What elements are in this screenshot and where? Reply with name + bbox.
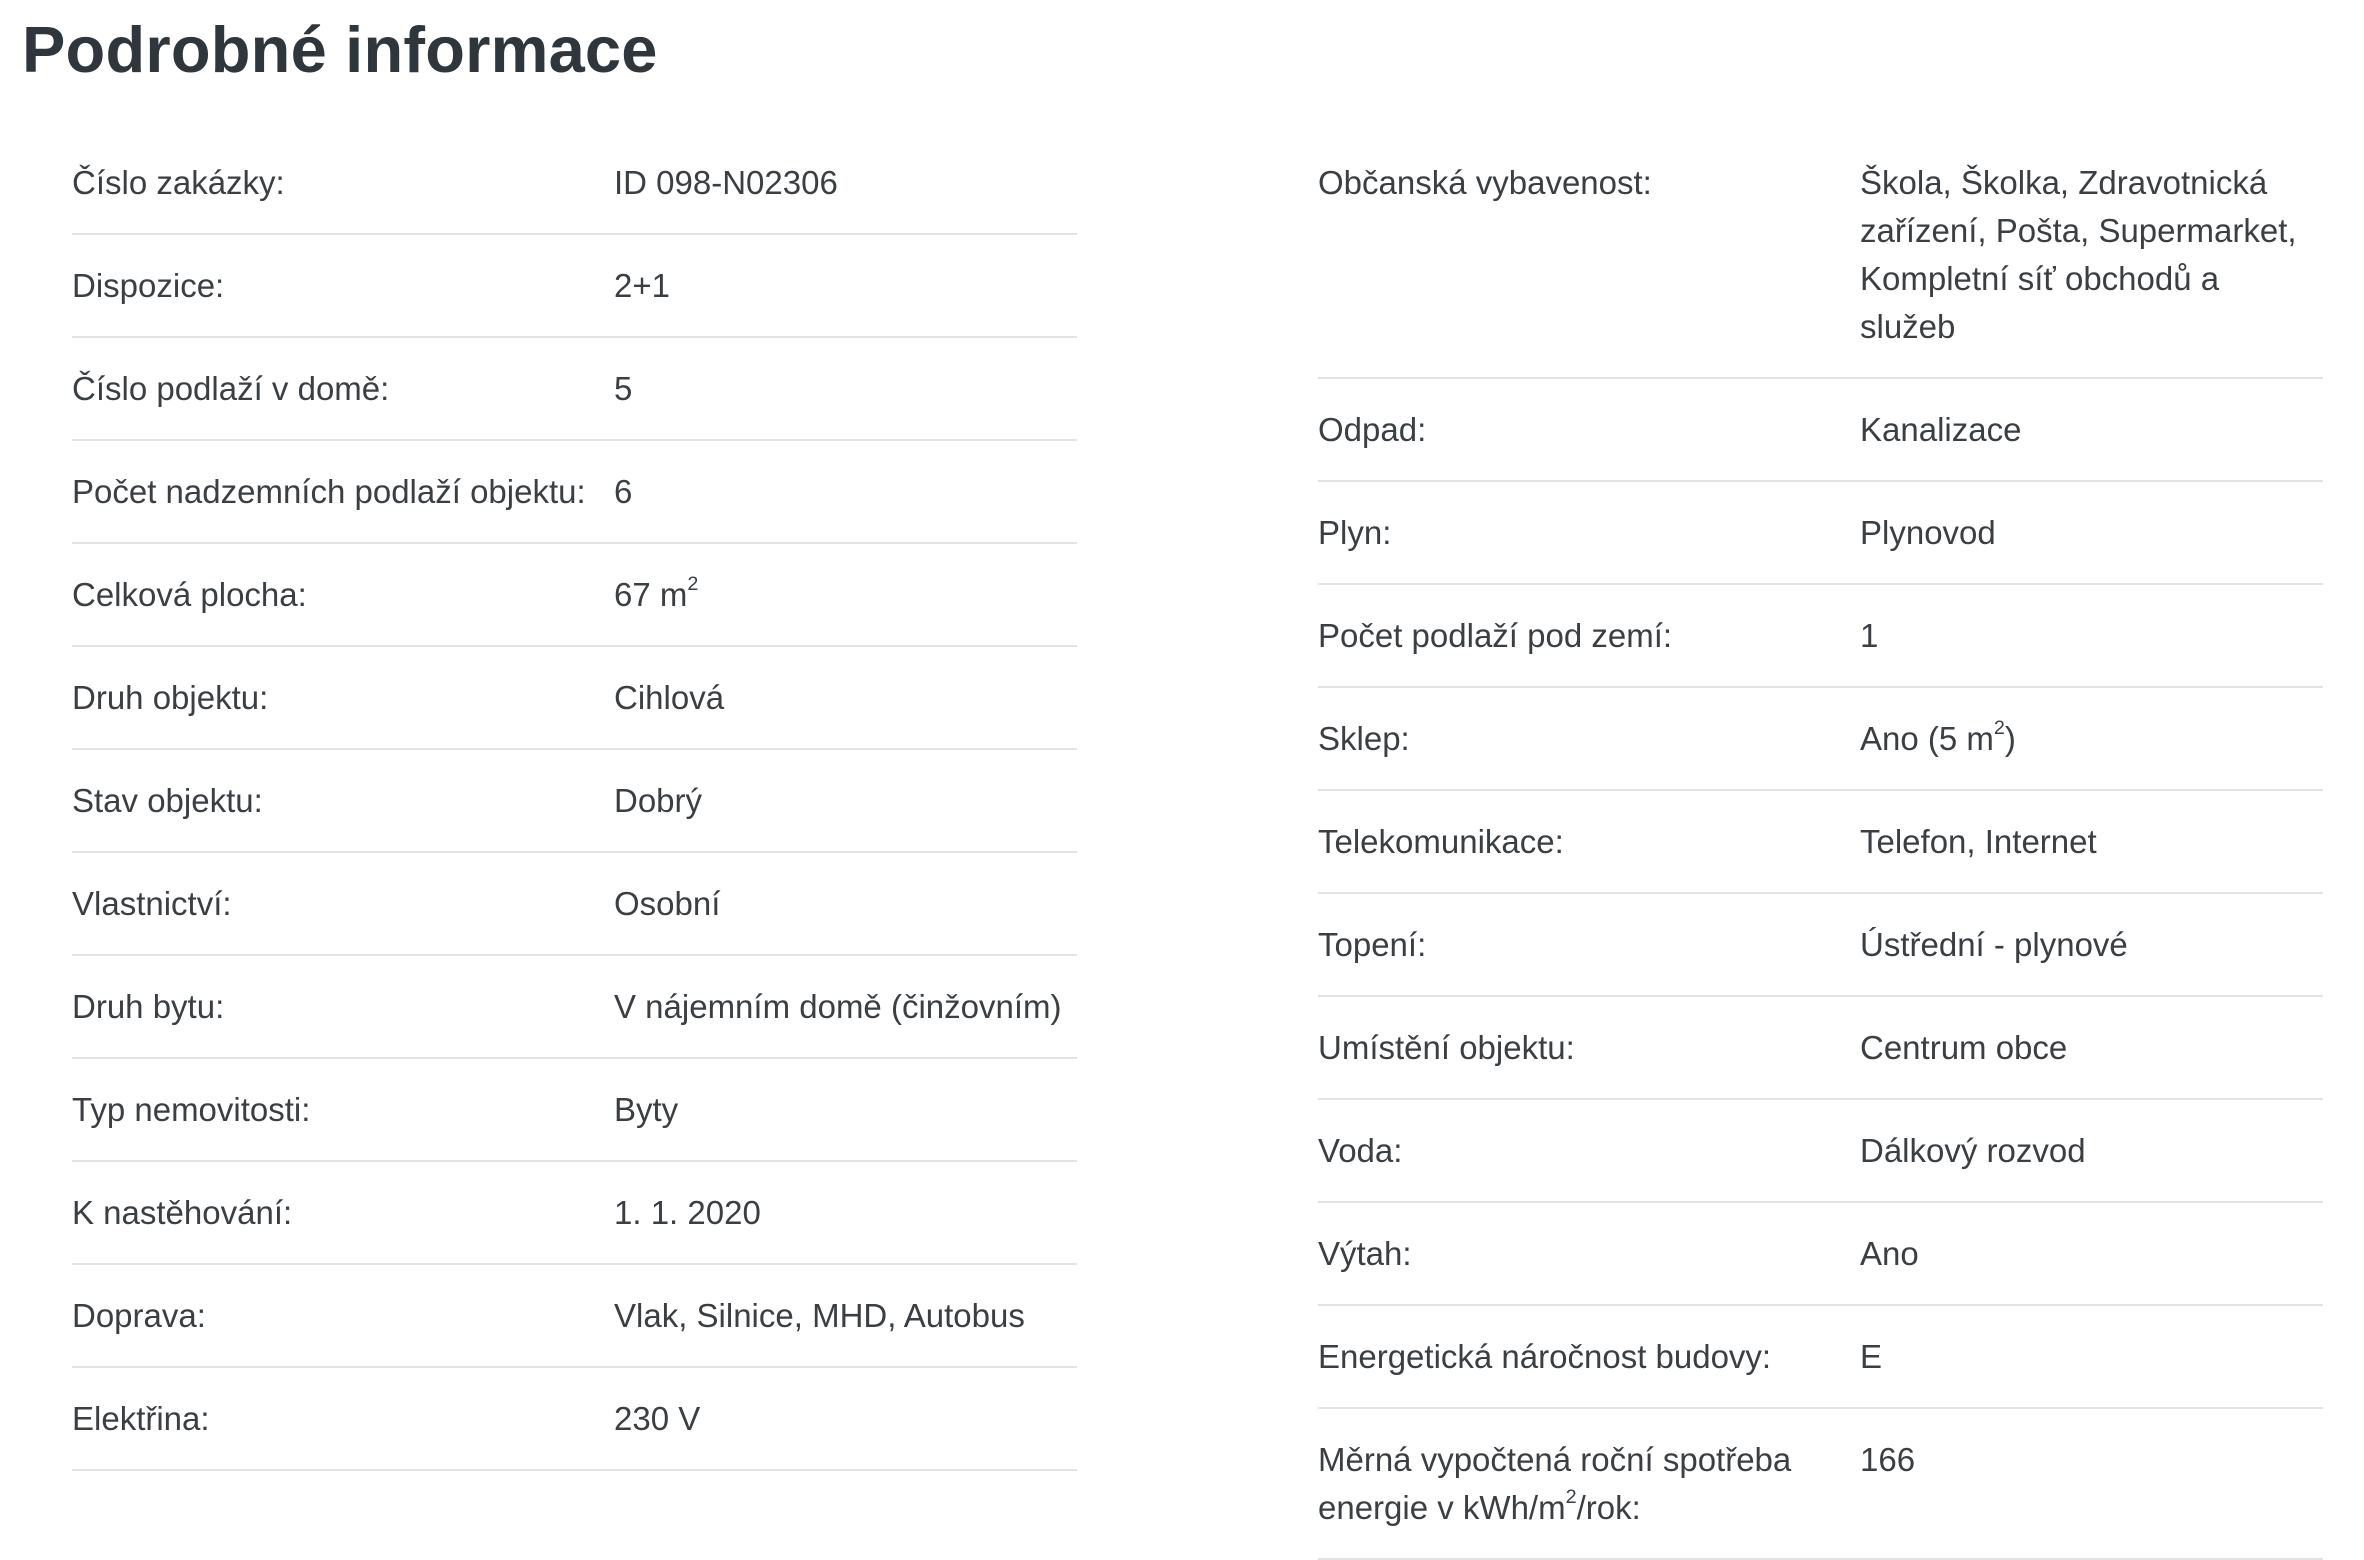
detail-value (1860, 406, 2323, 454)
detail-label-text: Počet nadzemních podlaží objektu: (72, 473, 586, 510)
detail-value-text: Centrum obce (1860, 1029, 2068, 1066)
detail-label (1318, 1333, 1860, 1381)
detail-row (1318, 894, 2323, 997)
detail-row (72, 235, 1077, 338)
detail-label (72, 468, 614, 516)
detail-label (72, 880, 614, 928)
detail-label-text: Číslo zakázky: (72, 164, 285, 201)
detail-row (1318, 791, 2323, 894)
detail-value (614, 468, 1077, 516)
detail-row (72, 132, 1077, 235)
detail-value (1860, 921, 2323, 969)
detail-value (614, 365, 1077, 413)
detail-label-superscript: 2 (1565, 1486, 1577, 1508)
detail-value-suffix: ) (2004, 720, 2016, 757)
detail-label-text: Výtah: (1318, 1235, 1412, 1272)
detail-row (1318, 1100, 2323, 1203)
detail-label (1318, 612, 1860, 660)
detail-value-text: ID 098-N02306 (614, 164, 838, 201)
details-left-column (72, 132, 1077, 1471)
detail-value-text: Škola, Školka, Zdravotnická zařízení, Pošta, Supermarket, Kompletní síť obchodů a služeb (1860, 164, 2297, 345)
detail-value-text: E (1860, 1338, 1883, 1375)
detail-label (72, 1395, 614, 1443)
detail-value-text: 67 m (614, 576, 688, 613)
detail-label-text: Vlastnictví: (72, 885, 232, 922)
detail-label (1318, 921, 1860, 969)
detail-label-text: Doprava: (72, 1297, 206, 1334)
detail-value (614, 571, 1077, 619)
detail-row (1318, 1306, 2323, 1409)
detail-value-text: 1. 1. 2020 (614, 1194, 761, 1231)
detail-value-text: Ústřední - plynové (1860, 926, 2128, 963)
detail-label-text: Celková plocha: (72, 576, 307, 613)
detail-label (1318, 1024, 1860, 1072)
detail-label (72, 674, 614, 722)
detail-value (614, 880, 1077, 928)
detail-value-text: Ano (1860, 1235, 1919, 1272)
detail-row (72, 1265, 1077, 1368)
detail-label (1318, 1127, 1860, 1175)
detail-label (1318, 715, 1860, 763)
detail-label-text: Dispozice: (72, 267, 225, 304)
detail-label-text: Občanská vybavenost: (1318, 164, 1652, 201)
detail-value (1860, 1436, 2323, 1484)
detail-row (1318, 1203, 2323, 1306)
detail-value (614, 159, 1077, 207)
detail-value (1860, 1127, 2323, 1175)
detail-value (1860, 159, 2323, 351)
detail-label (72, 365, 614, 413)
detail-row (72, 544, 1077, 647)
detail-value-text: V nájemním domě (činžovním) (614, 988, 1062, 1025)
detail-row (1318, 688, 2323, 791)
detail-value-superscript: 2 (1993, 717, 2005, 739)
detail-label (72, 777, 614, 825)
detail-value (1860, 612, 2323, 660)
detail-value (614, 1292, 1077, 1340)
detail-value (614, 262, 1077, 310)
detail-label-text: Stav objektu: (72, 782, 263, 819)
detail-value-text: Dálkový rozvod (1860, 1132, 2086, 1169)
detail-value (614, 777, 1077, 825)
detail-label (72, 262, 614, 310)
detail-value (614, 1395, 1077, 1443)
detail-value-text: 166 (1860, 1441, 1916, 1478)
detail-row (72, 853, 1077, 956)
detail-value (1860, 1024, 2323, 1072)
detail-label (1318, 1436, 1860, 1532)
detail-value (1860, 715, 2323, 763)
detail-value (614, 674, 1077, 722)
detail-row (72, 647, 1077, 750)
detail-label-text: Druh objektu: (72, 679, 269, 716)
detail-label-text: Měrná vypočtená roční spotřeba energie v kWh/m (1318, 1441, 1792, 1526)
detail-value (614, 1086, 1077, 1134)
detail-label-text: Plyn: (1318, 514, 1392, 551)
detail-label (1318, 159, 1860, 207)
detail-row (72, 956, 1077, 1059)
detail-label (72, 983, 614, 1031)
detail-value (1860, 1333, 2323, 1381)
detail-row (72, 1059, 1077, 1162)
detail-label-text: Druh bytu: (72, 988, 225, 1025)
detail-value-text: Cihlová (614, 679, 725, 716)
detail-value-text: Osobní (614, 885, 721, 922)
detail-value-text: 230 V (614, 1400, 701, 1437)
detail-row (72, 441, 1077, 544)
detail-label-text: Topení: (1318, 926, 1427, 963)
detail-label (1318, 509, 1860, 557)
detail-row (72, 750, 1077, 853)
detail-label-text: Počet podlaží pod zemí: (1318, 617, 1673, 654)
detail-value (614, 1189, 1077, 1237)
detail-row (1318, 1409, 2323, 1560)
detail-label (1318, 1230, 1860, 1278)
detail-row (1318, 585, 2323, 688)
detail-value (1860, 509, 2323, 557)
detail-row (72, 1368, 1077, 1471)
detail-label-text: Energetická náročnost budovy: (1318, 1338, 1772, 1375)
detail-label (72, 159, 614, 207)
detail-row (72, 1162, 1077, 1265)
detail-row (1318, 482, 2323, 585)
detail-label-suffix: /rok: (1576, 1489, 1641, 1526)
detail-value (614, 983, 1077, 1031)
page-title: Podrobné informace (22, 13, 658, 86)
detail-row (1318, 997, 2323, 1100)
detail-label-text: Telekomunikace: (1318, 823, 1564, 860)
detail-value-superscript: 2 (687, 573, 699, 595)
detail-label-text: Číslo podlaží v domě: (72, 370, 390, 407)
detail-label-text: Umístění objektu: (1318, 1029, 1575, 1066)
detail-label-text: Sklep: (1318, 720, 1410, 757)
detail-value-text: 1 (1860, 617, 1879, 654)
detail-value (1860, 818, 2323, 866)
detail-value-text: Kanalizace (1860, 411, 2022, 448)
detail-value (1860, 1230, 2323, 1278)
detail-value-text: Vlak, Silnice, MHD, Autobus (614, 1297, 1025, 1334)
detail-row (72, 338, 1077, 441)
detail-row (1318, 132, 2323, 379)
detail-label (72, 1189, 614, 1237)
detail-value-text: Ano (5 m (1860, 720, 1994, 757)
detail-label-text: Elektřina: (72, 1400, 210, 1437)
detail-label (72, 571, 614, 619)
detail-label-text: K nastěhování: (72, 1194, 293, 1231)
detail-label-text: Voda: (1318, 1132, 1403, 1169)
details-right-column (1318, 132, 2323, 1560)
detail-value-text: Plynovod (1860, 514, 1996, 551)
detail-value-text: 2+1 (614, 267, 670, 304)
detail-label (1318, 406, 1860, 454)
detail-label-text: Typ nemovitosti: (72, 1091, 311, 1128)
detail-value-text: 6 (614, 473, 633, 510)
detail-value-text: Byty (614, 1091, 679, 1128)
detail-label (72, 1086, 614, 1134)
detail-value-text: Dobrý (614, 782, 703, 819)
detail-label (72, 1292, 614, 1340)
detail-label-text: Odpad: (1318, 411, 1427, 448)
detail-label (1318, 818, 1860, 866)
detail-value-text: Telefon, Internet (1860, 823, 2097, 860)
detail-row (1318, 379, 2323, 482)
detail-value-text: 5 (614, 370, 633, 407)
